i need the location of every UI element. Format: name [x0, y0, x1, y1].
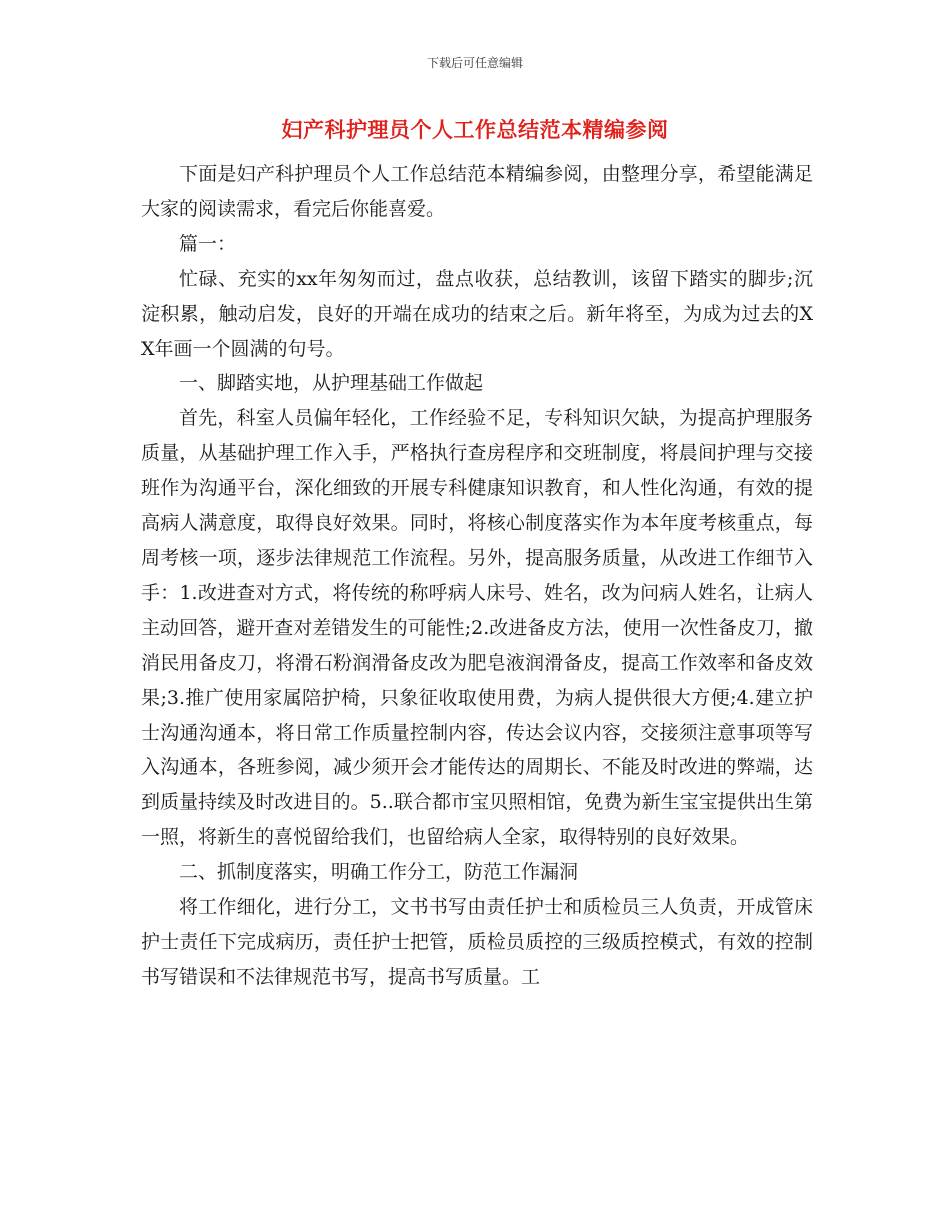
section-2-body: 将工作细化，进行分工，文书书写由责任护士和质检员三人负责，开成管床护士责任下完成病历，责任护士把管，质检员质控的三级质控模式，有效的控制书写错误和不法律规范书写，提高书写质量。工: [141, 896, 813, 988]
document-body: [141, 157, 813, 995]
section-heading-2: 二、抓制度落实，明确工作分工，防范工作漏洞: [179, 861, 579, 884]
intro-paragraph: 下面是妇产科护理员个人工作总结范本精编参阅，由整理分享，希望能满足大家的阅读需求，看完后你能喜爱。: [141, 163, 813, 220]
section-1-body: 首先，科室人员偏年轻化，工作经验不足，专科知识欠缺，为提高护理服务质量，从基础护理工作入手，严格执行查房程序和交班制度，将晨间护理与交接班作为沟通平台，深化细致的开展专科健康知识教育，和人性化沟通，有效的提高病人满意度，取得良好效果。同时，将核心制度落实作为本年度考核重点，每周考核一项，逐步法律规范工作流程。另外，提高服务质量，从改进工作细节入手：1.改进查对方式，将传统的称呼病人床号、姓名，改为问病人姓名，让病人主动回答，避开查对差错发生的可能性;2.改进备皮方法，使用一次性备皮刀，撤消民用备皮刀，将滑石粉润滑备皮改为肥皂液润滑备皮，提高工作效率和备皮效果;3.推广使用家属陪护椅，只象征收取使用费，为病人提供很大方便;4.建立护士沟通沟通本，将日常工作质量控制内容，传达会议内容，交接须注意事项等写入沟通本，各班参阅，减少须开会才能传达的周期长、不能及时改进的弊端，达到质量持续及时改进目的。5..联合都市宝贝照相馆，免费为新生宝宝提供出生第一照，将新生的喜悦留给我们，也留给病人全家，取得特别的良好效果。: [141, 407, 813, 849]
page-header: 下载后可任意编辑: [426, 56, 523, 70]
document-title: 妇产科护理员个人工作总结范本精编参阅: [281, 117, 669, 142]
opening-paragraph: 忙碌、充实的xx年匆匆而过，盘点收获，总结教训，该留下踏实的脚步;沉淀积累，触动启发，良好的开端在成功的结束之后。新年将至，为成为过去的XX年画一个圆满的句号。: [141, 267, 813, 360]
section-heading-1: 一、脚踏实地，从护理基础工作做起: [179, 372, 484, 395]
section-label-part-one: 篇一：: [179, 232, 237, 255]
